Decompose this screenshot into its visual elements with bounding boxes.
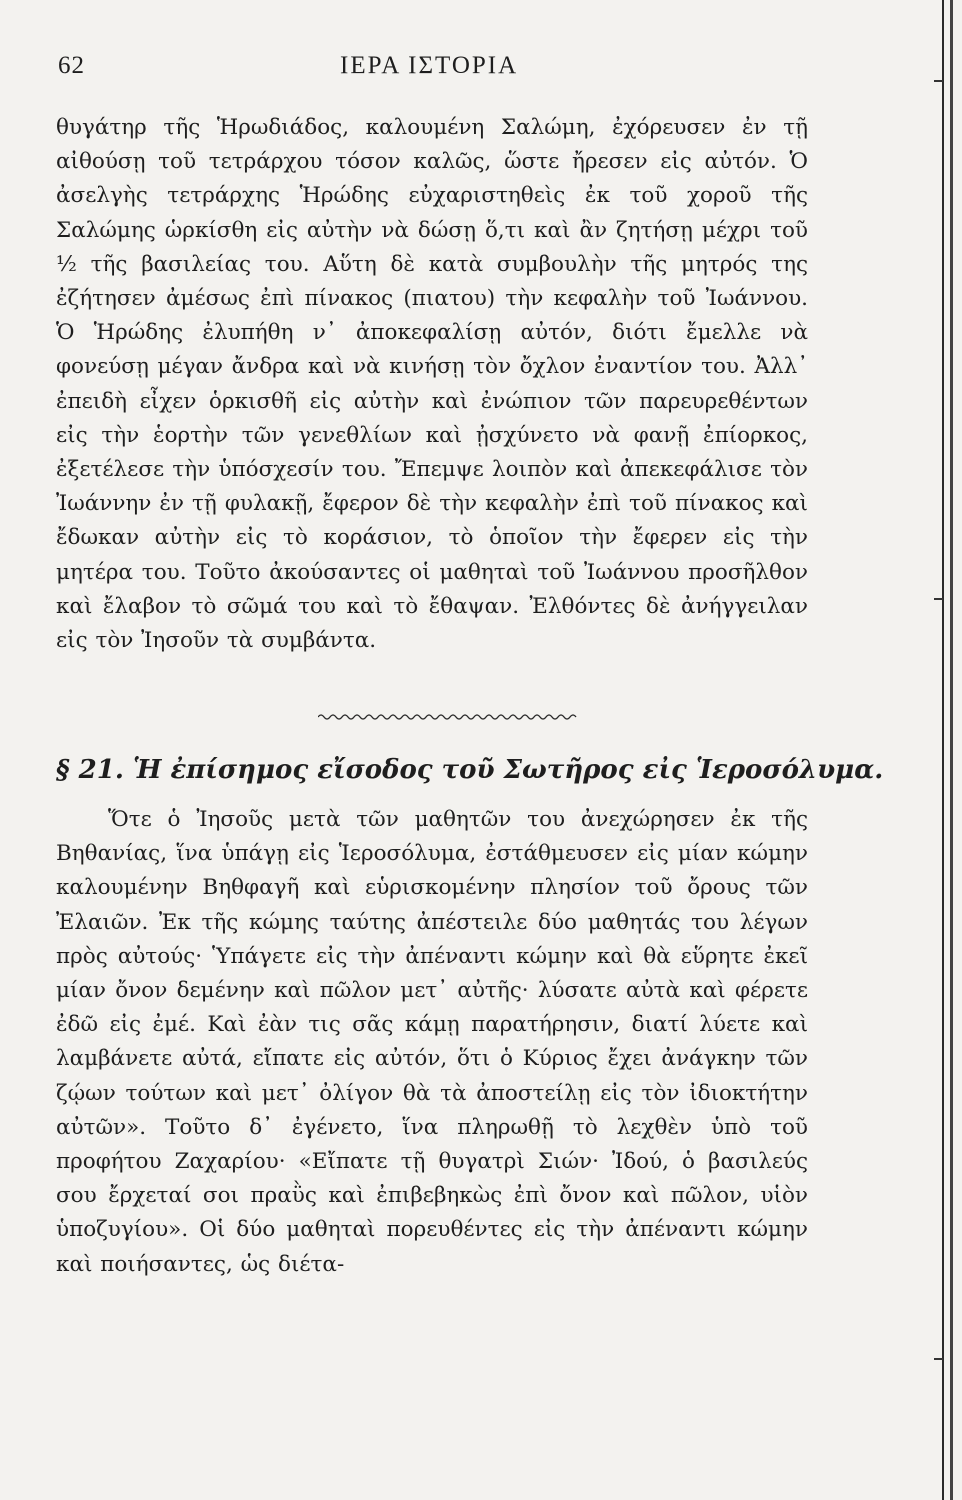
page-number: 62	[58, 52, 85, 79]
paragraph-2: Ὅτε ὁ Ἰησοῦς μετὰ τῶν μαθητῶν του ἀνεχώρησεν ἐκ τῆς Βηθανίας, ἵνα ὑπάγῃ εἰς Ἱεροσόλυμα, ἐστάθμευσεν εἰς μίαν κώμην καλουμένην Βηθφαγῆ καὶ εὑρισκομένην πλησίον τοῦ ὄρους τῶν Ἐλαιῶν. Ἐκ τῆς κώμης ταύτης ἀπέστειλε δύο μαθητάς του λέγων πρὸς αὐτούς· Ὑπάγετε εἰς τὴν ἀπέναντι κώμην καὶ θὰ εὕρητε ἐκεῖ μίαν ὄνον δεμένην καὶ πῶλον μετ᾿ αὐτῆς· λύσατε αὐτὰ καὶ φέρετε ἐδῶ εἰς ἐμέ. Καὶ ἐὰν τις σᾶς κάμῃ παρατήρησιν, διατί λύετε καὶ λαμβάνετε αὐτά, εἴπατε εἰς αὐτόν, ὅτι ὁ Κύριος ἔχει ἀνάγκην τῶν ζῴων τούτων καὶ μετ᾿ ὀλίγον θὰ τὰ ἀποστείλῃ εἰς τὸν ἰδιοκτήτην αὐτῶν». Τοῦτο δ᾿ ἐγένετο, ἵνα πληρωθῇ τὸ λεχθὲν ὑπὸ τοῦ προφήτου Ζαχαρίου· «Εἴπατε τῇ θυγατρὶ Σιών· Ἰδού, ὁ βασιλεύς σου ἔρχεταί σοι πραῢς καὶ ἐπιβεβηκὼς ἐπὶ ὄνον καὶ πῶλον, υἱὸν ὑποζυγίου». Οἱ δύο μαθηταὶ πορευθέντες εἰς τὴν ἀπέναντι κώμην καὶ ποιήσαντες, ὡς διέτα-	[56, 807, 808, 1277]
edge-mark	[934, 80, 943, 82]
edge-mark	[934, 598, 943, 600]
section-heading	[56, 755, 884, 785]
page-edge-line	[942, 0, 944, 1500]
paragraph-1: θυγάτηρ τῆς Ἡρωδιάδος, καλουμένη Σαλώμη, ἐχόρευσεν ἐν τῇ αἰθούσῃ τοῦ τετράρχου τόσον καλῶς, ὥστε ἤρεσεν εἰς αὐτόν. Ὁ ἀσελγὴς τετράρχης Ἡρώδης εὐχαριστηθεὶς ἐκ τοῦ χοροῦ τῆς Σαλώμης ὡρκίσθη εἰς αὐτὴν νὰ δώσῃ ὅ,τι καὶ ἂν ζητήσῃ μέχρι τοῦ ½ τῆς βασιλείας του. Αὕτη δὲ κατὰ συμβουλὴν τῆς μητρός της ἐζήτησεν ἀμέσως ἐπὶ πίνακος (πιατου) τὴν κεφαλὴν τοῦ Ἰωάννου. Ὁ Ἡρώδης ἐλυπήθη ν᾿ ἀποκεφαλίσῃ αὐτόν, διότι ἔμελλε νὰ φονεύσῃ μέγαν ἄνδρα καὶ νὰ κινήσῃ τὸν ὄχλον ἐναντίον του. Ἀλλ᾿ ἐπειδὴ εἶχεν ὁρκισθῆ εἰς αὐτὴν καὶ ἐνώπιον τῶν παρευρεθέντων εἰς τὴν ἑορτὴν τῶν γενεθλίων καὶ ᾐσχύνετο νὰ φανῇ ἐπίορκος, ἐξετέλεσε τὴν ὑπόσχεσίν του. Ἔπεμψε λοιπὸν καὶ ἀπεκεφάλισε τὸν Ἰωάννην ἐν τῇ φυλακῇ, ἔφερον δὲ τὴν κεφαλὴν ἐπὶ τοῦ πίνακος καὶ ἔδωκαν αὐτὴν εἰς τὸ κοράσιον, τὸ ὁποῖον τὴν ἔφερεν εἰς τὴν μητέρα του. Τοῦτο ἀκούσαντες οἱ μαθηταὶ τοῦ Ἰωάννου προσῆλθον καὶ ἔλαβον τὸ σῶμά του καὶ τὸ ἔθαψαν. Ἐλθόντες δὲ ἀνήγγειλαν εἰς τὸν Ἰησοῦν τὰ συμβάντα.	[56, 115, 808, 654]
page-header	[58, 52, 908, 92]
ornamental-divider	[318, 712, 580, 722]
section-number: § 21.	[56, 755, 124, 785]
page-edge-line-outer	[950, 0, 953, 1500]
running-head: ΙΕΡΑ ΙΣΤΟΡΙΑ	[340, 52, 519, 79]
edge-mark	[934, 1358, 943, 1360]
section-title: Ἡ ἐπίσημος εἴσοδος τοῦ Σωτῆρος εἰς Ἱεροσόλυμα.	[132, 755, 884, 785]
